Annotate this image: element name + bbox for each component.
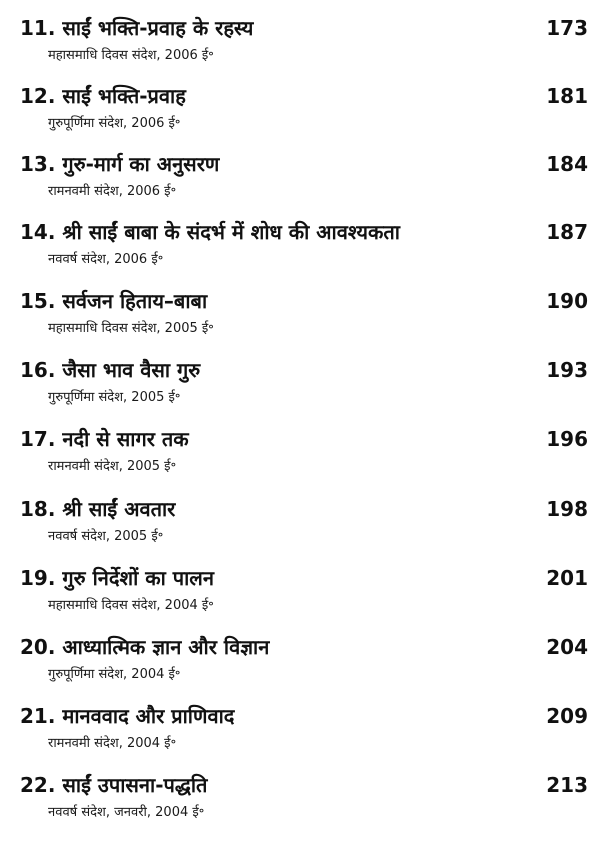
entry-title-text: गुरु निर्देशों का पालन	[62, 566, 214, 590]
entry-number: 15.	[20, 289, 56, 313]
entry-page-number: 196	[546, 427, 588, 451]
entry-number: 11.	[20, 16, 56, 40]
toc-entry-11[interactable]	[0, 8, 600, 76]
toc-entry-19[interactable]	[0, 558, 600, 626]
entry-title	[20, 565, 490, 591]
entry-title-text: मानववाद और प्राणिवाद	[62, 704, 235, 728]
entry-title	[20, 634, 490, 660]
entry-title	[20, 496, 490, 522]
entry-number: 16.	[20, 358, 56, 382]
entry-subtitle: रामनवमी संदेश, 2005 ई॰	[48, 459, 177, 474]
entry-title-text: नदी से सागर तक	[62, 427, 189, 451]
entry-title	[20, 772, 490, 798]
entry-page-number: 193	[546, 358, 588, 382]
entry-title-text: साईं भक्ति-प्रवाह	[62, 84, 186, 108]
entry-page-number: 184	[546, 152, 588, 176]
toc-entry-17[interactable]	[0, 419, 600, 487]
entry-title	[20, 288, 490, 314]
entry-title-text: श्री साईं बाबा के संदर्भ में शोध की आवश्यकता	[62, 220, 400, 244]
entry-number: 22.	[20, 773, 56, 797]
entry-page-number: 181	[546, 84, 588, 108]
entry-title	[20, 15, 490, 41]
entry-title-text: साईं भक्ति-प्रवाह के रहस्य	[62, 16, 254, 40]
entry-number: 20.	[20, 635, 56, 659]
entry-title-text: जैसा भाव वैसा गुरु	[62, 358, 201, 382]
entry-page-number: 213	[546, 773, 588, 797]
entry-title-text: आध्यात्मिक ज्ञान और विज्ञान	[62, 635, 270, 659]
toc-entry-16[interactable]	[0, 350, 600, 418]
entry-title-text: श्री साईं अवतार	[62, 497, 176, 521]
entry-title	[20, 703, 490, 729]
entry-page-number: 190	[546, 289, 588, 313]
entry-subtitle: नववर्ष संदेश, 2006 ई॰	[48, 252, 164, 267]
entry-subtitle: रामनवमी संदेश, 2006 ई॰	[48, 184, 177, 199]
toc-entry-21[interactable]	[0, 696, 600, 764]
entry-title-text: सर्वजन हिताय–बाबा	[62, 289, 208, 313]
entry-subtitle: नववर्ष संदेश, जनवरी, 2004 ई॰	[48, 805, 205, 820]
toc-entry-12[interactable]	[0, 76, 600, 144]
entry-title-text: गुरु-मार्ग का अनुसरण	[62, 152, 220, 176]
entry-title	[20, 426, 490, 452]
entry-title	[20, 219, 490, 245]
entry-title	[20, 357, 490, 383]
entry-page-number: 201	[546, 566, 588, 590]
entry-number: 17.	[20, 427, 56, 451]
entry-number: 21.	[20, 704, 56, 728]
entry-subtitle: गुरुपूर्णिमा संदेश, 2006 ई॰	[48, 116, 181, 131]
entry-number: 12.	[20, 84, 56, 108]
entry-subtitle: गुरुपूर्णिमा संदेश, 2005 ई॰	[48, 390, 181, 405]
entry-title	[20, 83, 490, 109]
entry-subtitle: महासमाधि दिवस संदेश, 2006 ई॰	[48, 48, 214, 63]
entry-subtitle: महासमाधि दिवस संदेश, 2005 ई॰	[48, 321, 214, 336]
toc-entry-15[interactable]	[0, 281, 600, 349]
entry-number: 14.	[20, 220, 56, 244]
toc-entry-18[interactable]	[0, 489, 600, 557]
entry-subtitle: रामनवमी संदेश, 2004 ई॰	[48, 736, 177, 751]
entry-number: 18.	[20, 497, 56, 521]
entry-page-number: 209	[546, 704, 588, 728]
toc-entry-14[interactable]	[0, 212, 600, 280]
toc-entry-20[interactable]	[0, 627, 600, 695]
entry-page-number: 187	[546, 220, 588, 244]
toc-entry-22[interactable]	[0, 765, 600, 833]
entry-title	[20, 151, 490, 177]
entry-subtitle: गुरुपूर्णिमा संदेश, 2004 ई॰	[48, 667, 181, 682]
entry-number: 13.	[20, 152, 56, 176]
entry-subtitle: नववर्ष संदेश, 2005 ई॰	[48, 529, 164, 544]
entry-subtitle: महासमाधि दिवस संदेश, 2004 ई॰	[48, 598, 214, 613]
entry-page-number: 198	[546, 497, 588, 521]
entry-number: 19.	[20, 566, 56, 590]
entry-page-number: 204	[546, 635, 588, 659]
entry-page-number: 173	[546, 16, 588, 40]
toc-entry-13[interactable]	[0, 144, 600, 212]
entry-title-text: साईं उपासना-पद्धति	[62, 773, 208, 797]
